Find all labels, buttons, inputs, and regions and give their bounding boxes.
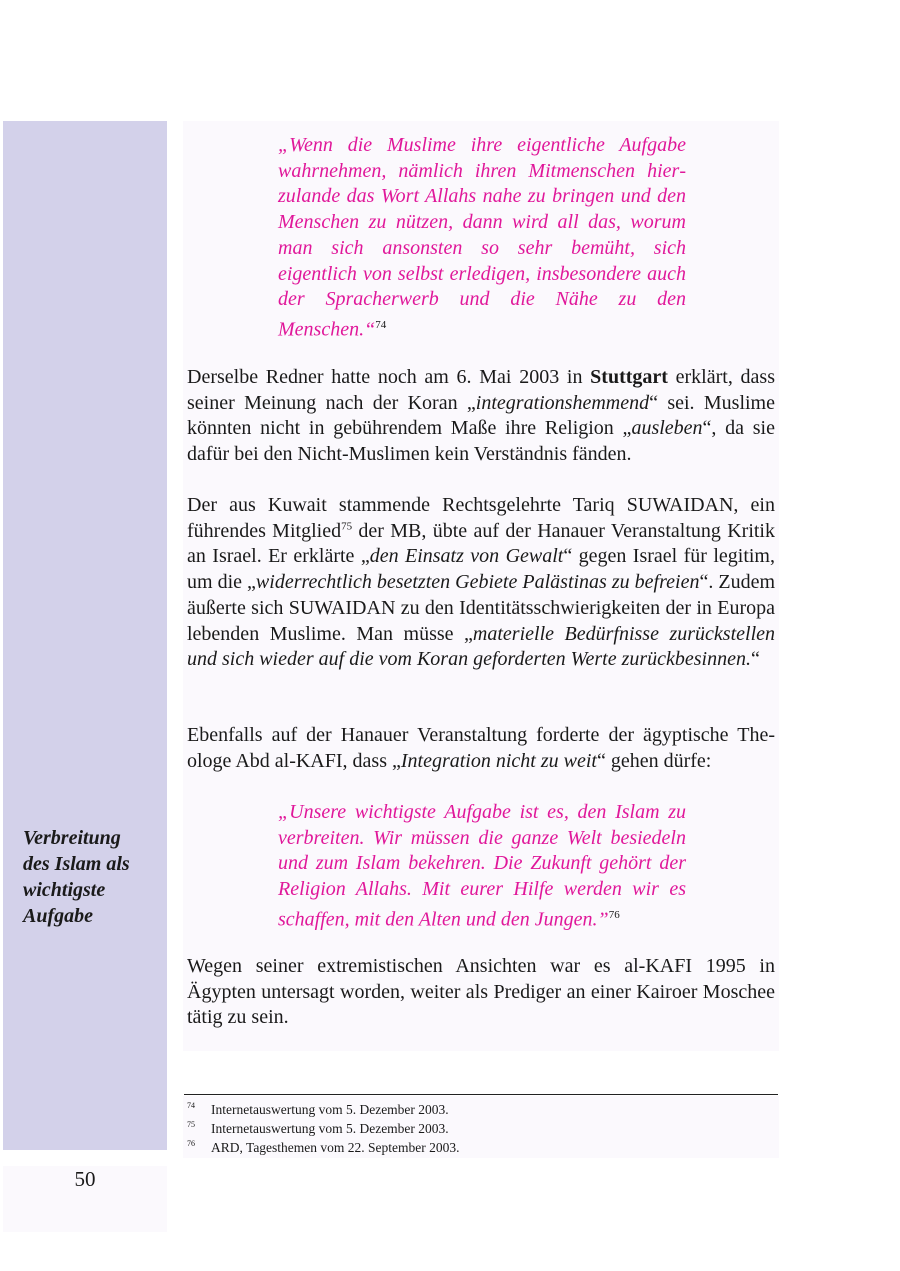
- paragraph-2: [187, 493, 775, 673]
- italic-run: materielle Bedürfnisse zurückstellen und sich wieder auf die vom Koran geforderten Werte zurückbesinnen.: [187, 622, 776, 671]
- text-run: Wegen seiner extremistischen Ansichten war es al-KAFI 1995 in Ägypten untersagt worden, weiter als Prediger an einer Kairoer Moschee tätig zu sein.: [187, 955, 775, 1029]
- paragraph-1: [187, 365, 775, 468]
- footnote-text: Internetauswertung vom 5. Dezember 2003.: [211, 1121, 449, 1136]
- quote-block-2: [278, 800, 686, 933]
- footnote-number: 76: [187, 1139, 195, 1148]
- text-run: “ gegen Israel für legitim, um die „: [187, 545, 775, 594]
- footnote-number: 74: [187, 1101, 195, 1110]
- footnote-ref-75[interactable]: 75: [341, 520, 353, 533]
- text-run: “: [750, 648, 760, 671]
- page-number: 50: [74, 1167, 96, 1191]
- quote-1-close: “: [364, 318, 376, 341]
- bold-run-stuttgart: Stuttgart: [590, 366, 668, 388]
- footnote-ref-74[interactable]: 74: [375, 318, 387, 331]
- text-run: erklärt, dass seiner Meinung nach der Koran „: [187, 366, 775, 414]
- text-run: “ gehen dürfe:: [596, 749, 712, 772]
- footnote-divider: [184, 1094, 778, 1095]
- footnote-item: [187, 1138, 767, 1157]
- sidebar-panel: [3, 121, 167, 1150]
- italic-run: integrationshemmend: [475, 391, 650, 414]
- footnote-item: [187, 1119, 767, 1138]
- footnote-ref-76[interactable]: 76: [608, 908, 620, 921]
- footnote-number: 75: [187, 1120, 195, 1129]
- text-run: der MB, übte auf der Hanauer Veranstaltung Kritik an Israel. Er erklärte „: [187, 519, 775, 568]
- text-run: Der aus Kuwait stammende Rechtsgelehrte Tariq SUWAIDAN, ein führendes Mitglied: [187, 494, 775, 542]
- margin-note-line: wichtigste: [23, 879, 106, 901]
- quote-block-1: [278, 133, 686, 343]
- italic-run: Integration nicht zu weit: [400, 749, 597, 772]
- margin-note-line: des Islam als: [23, 853, 130, 875]
- italic-run: ausleben: [631, 417, 703, 440]
- margin-note-line: Aufgabe: [23, 905, 93, 927]
- paragraph-3: [187, 723, 775, 774]
- text-run: “. Zudem äußerte sich SUWAIDAN zu den Identitätsschwierigkeiten der in Europa lebenden Muslime. Man müsse „: [187, 571, 776, 645]
- quote-1-text: „Wenn die Muslime ihre eigentliche Aufgabe wahrnehmen, nämlich ihren Mitmenschen hierzulande das Wort Allahs nahe zu bringen und den Menschen zu nützen, dann wird all das, worum man sich ansonsten so sehr bemüht, sich eigentlich von selbst erledigen, insbesondere auch der Spracherwerb und die Nähe zu den Menschen.: [278, 134, 686, 341]
- text-run: “, da sie dafür bei den Nicht-Muslimen kein Verständnis fänden.: [187, 417, 775, 466]
- footnote-text: ARD, Tagesthemen vom 22. September 2003.: [211, 1140, 460, 1155]
- italic-run: den Einsatz von Gewalt: [369, 545, 564, 568]
- text-run: “ sei. Muslime könnten nicht in gebührendem Maße ihre Religion „: [187, 391, 775, 440]
- text-run: Derselbe Redner hatte noch am 6. Mai 2003 in: [187, 366, 591, 388]
- footnote-text: Internetauswertung vom 5. Dezember 2003.: [211, 1102, 449, 1117]
- paragraph-4: [187, 954, 775, 1031]
- italic-run: widerrechtlich besetzten Gebiete Palästinas zu befreien: [255, 571, 700, 594]
- margin-note: [23, 825, 163, 929]
- footnotes: [187, 1100, 767, 1157]
- text-run: Ebenfalls auf der Hanauer Veranstaltung forderte der ägyptische Theologe Abd al-KAFI, dass „: [187, 724, 775, 772]
- margin-note-line: Verbreitung: [23, 827, 121, 849]
- quote-2-text: „Unsere wichtigste Aufgabe ist es, den Islam zu verbreiten. Wir müssen die ganze Welt besiedeln und zum Islam bekehren. Die Zukunft gehört der Religion Allahs. Mit eurer Hilfe werden wir es schaffen, mit den Alten und den Jungen.”: [278, 801, 686, 931]
- footnote-item: [187, 1100, 767, 1119]
